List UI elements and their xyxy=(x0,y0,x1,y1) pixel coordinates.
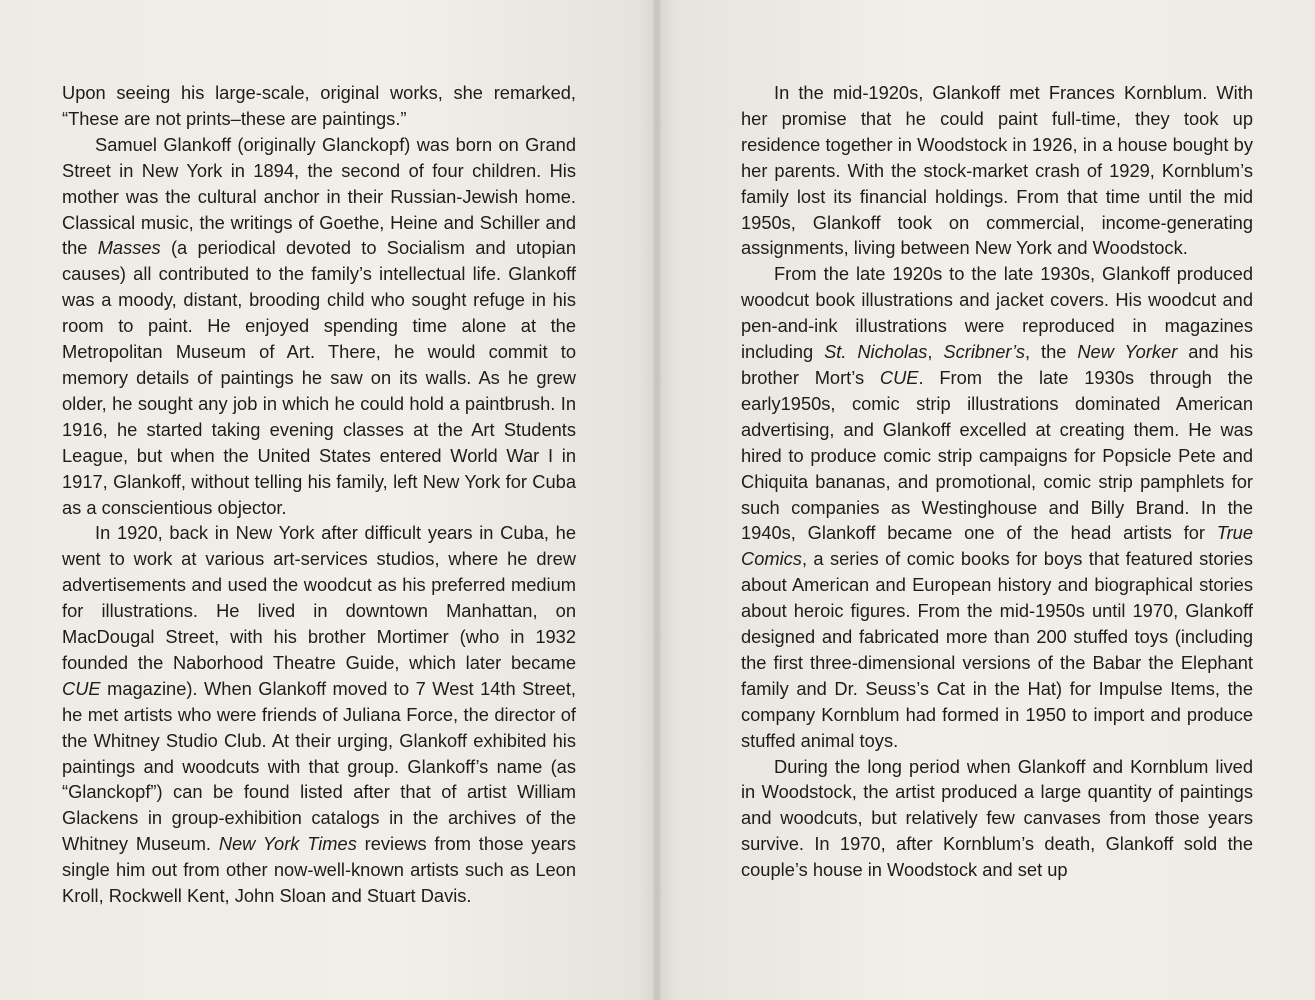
text-run: Samuel Glankoff (originally Glanckopf) was born on Grand Street in New York in 1894, the second of four children. His mother was the cultural anchor in their Russian-Jewish home. Classical music, the writings of Goethe, Heine and Schiller and the xyxy=(62,133,576,259)
text-run: , the xyxy=(1025,341,1078,363)
left-page-text xyxy=(62,80,576,909)
text-run: During the long period when Glankoff and Kornblum lived in Woodstock, the artist produced a large quantity of paintings and woodcuts, but relatively few canvases from those years survive. In 1970, after Kornblum’s death, Glankoff sold the couple’s house in Woodstock and set up xyxy=(741,755,1253,881)
text-run: In 1920, back in New York after difficult years in Cuba, he went to work at various art-services studios, where he drew advertisements and used the woodcut as his preferred medium for illustrations. He lived in downtown Manhattan, on MacDougal Street, with his brother Mortimer (who in 1932 founded the Naborhood Theatre Guide, which later became xyxy=(62,522,576,673)
text-run: reviews from those years single him out from other now-well-known artists such as Leon Kroll, Rockwell Kent, John Sloan and Stuart Davis. xyxy=(62,833,576,907)
italic-title: New York Times xyxy=(218,833,357,855)
text-run: magazine). When Glankoff moved to 7 West 14th Street, he met artists who were friends of Juliana Force, the director of the Whitney Studio Club. At their urging, Glankoff exhibited his paintings and woodcuts with that group. Glankoff’s name (as “Glanckopf”) can be found listed after that of artist William Glackens in group-exhibition catalogs in the archives of the Whitney Museum. xyxy=(62,677,576,855)
text-run: , xyxy=(927,341,944,363)
text-run: From the late 1920s to the late 1930s, Glankoff produced woodcut book illustrations and jacket covers. His woodcut and pen-and-ink illustrations were reproduced in magazines including xyxy=(741,263,1253,363)
italic-title: St. Nicholas xyxy=(824,341,928,363)
italic-title: Scribner’s xyxy=(943,341,1026,363)
text-run: . From the late 1930s through the early1950s, comic strip illustrations dominated American advertising, and Glankoff excelled at creating them. He was hired to produce comic strip campaigns for Popsicle Pete and Chiquita bananas, and promotional, comic strip pamphlets for such companies as Westinghouse and Billy Brand. In the 1940s, Glankoff became one of the head artists for xyxy=(741,366,1253,544)
paragraph xyxy=(741,261,1253,753)
text-run: , a series of comic books for boys that featured stories about American and European history and biographical stories about heroic figures. From the mid-1950s until 1970, Glankoff designed and fabricated more than 200 stuffed toys (including the first three-dimensional versions of the Babar the Elephant family and Dr. Seuss’s Cat in the Hat) for Impulse Items, the company Kornblum had formed in 1950 to import and produce stuffed animal toys. xyxy=(741,548,1253,751)
right-page xyxy=(657,0,1314,1000)
italic-title: CUE xyxy=(879,366,919,388)
paragraph xyxy=(62,132,576,521)
paragraph xyxy=(62,520,576,909)
italic-title: CUE xyxy=(62,677,101,699)
italic-title: Masses xyxy=(97,237,161,259)
paragraph xyxy=(741,80,1253,261)
paragraph xyxy=(62,80,576,132)
text-run: Upon seeing his large-scale, original works, she remarked, “These are not prints–these are paintings.” xyxy=(62,82,576,129)
italic-title: New Yorker xyxy=(1077,341,1178,363)
paragraph xyxy=(741,754,1253,884)
right-page-text xyxy=(741,80,1253,883)
italic-title: True Comics xyxy=(741,522,1253,570)
left-page xyxy=(0,0,657,1000)
text-run: In the mid-1920s, Glankoff met Frances Kornblum. With her promise that he could paint full-time, they took up residence together in Woodstock in 1926, in a house bought by her parents. With the stock-market crash of 1929, Kornblum’s family lost its financial holdings. From that time until the mid 1950s, Glankoff took on commercial, income-generating assignments, living between New York and Woodstock. xyxy=(741,82,1253,259)
text-run: and his brother Mort’s xyxy=(741,341,1253,388)
text-run: (a periodical devoted to Socialism and utopian causes) all contributed to the family’s intellectual life. Glankoff was a moody, distant, brooding child who sought refuge in his room to paint. He enjoyed spending time alone at the Metropolitan Museum of Art. There, he would commit to memory details of paintings he saw on its walls. As he grew older, he sought any job in which he could hold a paintbrush. In 1916, he started taking evening classes at the Art Students League, but when the United States entered World War I in 1917, Glankoff, without telling his family, left New York for Cuba as a conscientious objector. xyxy=(62,237,577,518)
book-gutter xyxy=(653,0,661,1000)
